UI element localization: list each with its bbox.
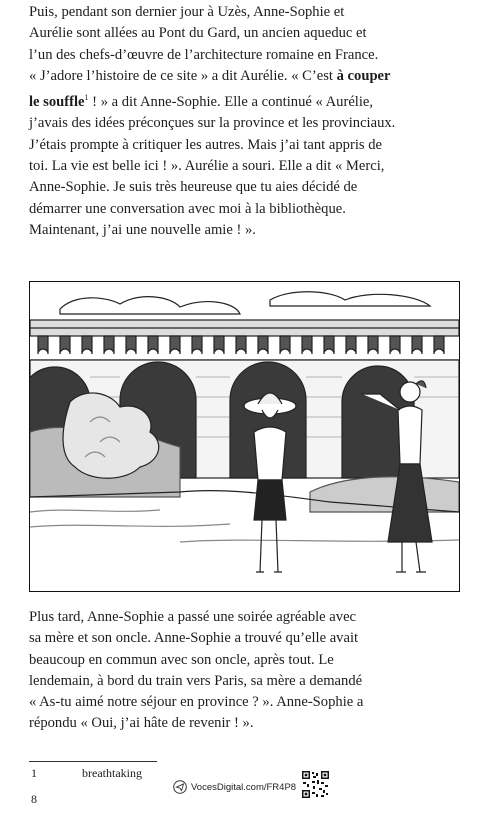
footer-link-text[interactable]: VocesDigital.com/FR4P8 [191, 781, 297, 793]
story-paragraph-2 [29, 607, 459, 735]
pont-du-gard-illustration [29, 281, 460, 592]
text-line: démarrer une conversation avec moi à la bibliothèque. [29, 200, 346, 217]
text-line: Maintenant, j’ai une nouvelle amie ! ». [29, 221, 256, 238]
text-line: toi. La vie est belle ici ! ». Aurélie a souri. Elle a dit « Merci, [29, 158, 385, 175]
paper-plane-icon [173, 780, 187, 794]
text-line: « As-tu aimé notre séjour en province ? ». Anne-Sophie a [29, 694, 364, 711]
text-run: « J’adore l’histoire de ce site » a dit Aurélie. « C’est [29, 67, 337, 84]
text-line [29, 87, 459, 113]
vocab-term-part-1: à couper [336, 67, 391, 84]
footnote-text: breathtaking [82, 766, 142, 780]
voces-digital-link[interactable] [173, 779, 296, 795]
text-line: Puis, pendant son dernier jour à Uzès, Anne-Sophie et [29, 4, 345, 20]
text-line: sa mère et son oncle. Anne-Sophie a trouvé qu’elle avait [29, 630, 359, 647]
text-line: beaucoup en commun avec son oncle, après tout. Le [29, 651, 334, 668]
footnote-ref: 1 [84, 93, 89, 103]
footnote-divider [29, 761, 157, 762]
text-line: Plus tard, Anne-Sophie a passé une soirée agréable avec [29, 609, 357, 625]
text-line: lendemain, à bord du train vers Paris, sa mère a demandé [29, 672, 363, 689]
text-line: Aurélie sont allées au Pont du Gard, un ancien aqueduc et [29, 25, 367, 42]
text-line: répondu « Oui, j’ai hâte de revenir ! ». [29, 715, 254, 732]
footnote-number: 1 [31, 766, 37, 780]
qr-code-icon[interactable] [302, 771, 329, 798]
text-line [29, 66, 459, 87]
vocab-term-part-2: le souffle [29, 94, 85, 111]
text-line: Anne-Sophie. Je suis très heureuse que tu aies décidé de [29, 179, 358, 196]
story-paragraph-1 [29, 2, 459, 241]
illustration-drawing [30, 282, 459, 591]
text-line: l’un des chefs-d’œuvre de l’architecture romaine en France. [29, 46, 379, 63]
text-line: J’étais prompte à critiquer les autres. Mais j’ai tant appris de [29, 136, 382, 153]
text-run: ! » a dit Anne-Sophie. Elle a continué « Aurélie, [88, 94, 374, 111]
page-number: 8 [31, 792, 37, 806]
text-line: j’avais des idées préconçues sur la province et les provinciaux. [29, 115, 396, 132]
